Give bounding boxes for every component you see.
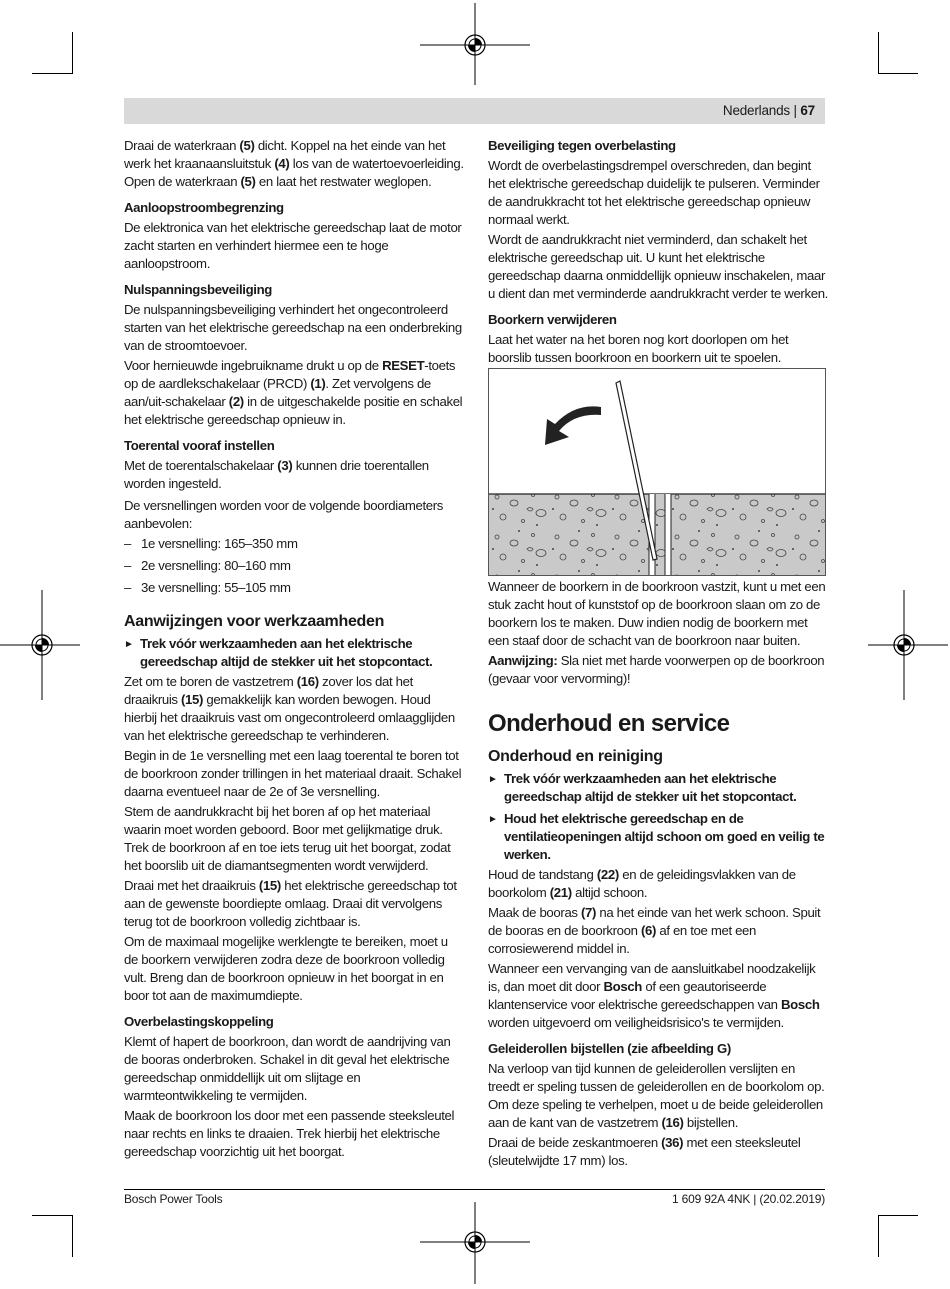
crop-mark	[32, 73, 72, 74]
paragraph: Houd de tandstang (22) en de geleidingsvlakken van de boorkolom (21) altijd schoon.	[488, 867, 796, 900]
paragraph: Wordt de overbelastingsdrempel overschreden, dan begint het elektrische gereedschap duidelijk te pulseren. Verminder de aandrukkracht tot het elektrische gereedschap opnieuw normaal werkt.	[488, 158, 820, 227]
page-number: 67	[800, 103, 815, 118]
registration-mark-right	[868, 590, 948, 700]
paragraph: Wanneer een vervanging van de aansluitkabel noodzakelijk is, dan moet dit door Bosch of een geautoriseerde klantenservice voor elektrische gereedschappen van Bosch worden uitgevoerd om veiligheidsrisico's te vermijden.	[488, 961, 820, 1030]
warning-item: ► Houd het elektrische gereedschap en de ventilatieopeningen altijd schoon om goed en veilig te werken.	[488, 811, 825, 862]
footer-right: 1 609 92A 4NK | (20.02.2019)	[672, 1192, 825, 1206]
header-text	[723, 103, 815, 118]
crop-mark	[72, 32, 73, 74]
registration-mark-bottom	[420, 1202, 530, 1284]
footer-left: Bosch Power Tools	[124, 1192, 223, 1206]
header-language: Nederlands	[722, 103, 790, 118]
registration-mark-top	[420, 3, 530, 85]
paragraph: De versnellingen worden voor de volgende boordiameters aanbevolen:	[124, 498, 444, 531]
paragraph: Klemt of hapert de boorkroon, dan wordt de aandrijving van de booras onderbroken. Schakel in dit geval het elektrische gereedschap onmiddellijk uit om slijtage en warmteontwikkeling te vermijden.	[124, 1034, 451, 1103]
heading-beveiliging: Beveiliging tegen overbelasting	[488, 138, 676, 153]
paragraph: Begin in de 1e versnelling met een laag toerental te boren tot de boorkroon zonder trillingen in het materiaal draait. Schakel daarna eventueel naar de 2e of 3e versnelling.	[124, 748, 462, 799]
heading-aanwijzingen: Aanwijzingen voor werkzaamheden	[124, 613, 385, 630]
crop-mark	[878, 32, 879, 74]
heading-nulspanning: Nulspanningsbeveiliging	[124, 282, 273, 297]
heading-aanloop: Aanloopstroombegrenzing	[124, 200, 284, 215]
paragraph: Wanneer de boorkern in de boorkroon vastzit, kunt u met een stuk zacht hout of kunststof op de boorkroon slaan om zo de boorkern los te maken. Duw indien nodig de boorkern met een staaf door de schacht van de boorkroon naar buiten.	[488, 579, 826, 648]
page-header	[124, 98, 825, 124]
paragraph: Draai de beide zeskantmoeren (36) met een steeksleutel (sleutelwijdte 17 mm) los.	[488, 1135, 801, 1168]
warning-item: ► Trek vóór werkzaamheden aan het elektrische gereedschap altijd de stekker uit het stopcontact.	[124, 636, 433, 669]
list-item: – 2e versnelling: 80–160 mm	[124, 558, 291, 573]
left-column	[124, 137, 464, 1163]
note: Aanwijzing: Sla niet met harde voorwerpen op de boorkroon (gevaar voor vervorming)!	[488, 653, 825, 686]
warning-item: ► Trek vóór werkzaamheden aan het elektrische gereedschap altijd de stekker uit het stopcontact.	[488, 771, 797, 804]
heading-toerental: Toerental vooraf instellen	[124, 438, 275, 453]
heading-onderhoud-reiniging: Onderhoud en reiniging	[488, 748, 663, 765]
paragraph: Na verloop van tijd kunnen de geleiderollen verslijten en treedt er speling tussen de geleiderollen en de boorkolom op. Om deze speling te verhelpen, moet u de beide geleiderollen aan de kant van de vastzetrem (16) bijstellen.	[488, 1061, 825, 1130]
paragraph: Maak de booras (7) na het einde van het werk schoon. Spuit de booras en de boorkroon (6) af en toe met een corrosiewerend middel in.	[488, 905, 821, 956]
paragraph: Stem de aandrukkracht bij het boren af op het materiaal waarin moet worden geboord. Boor met gelijkmatige druk. Trek de boorkroon af en toe iets terug uit het boorgat, zodat het boorslib uit de diamantsegmenten wordt verwijderd.	[124, 804, 451, 873]
paragraph: De elektronica van het elektrische gereedschap laat de motor zacht starten en verhindert hiermee een te hoge aanloopstroom.	[124, 220, 462, 271]
bullet-icon: ►	[488, 814, 498, 825]
crop-mark	[878, 1215, 879, 1257]
list-item: – 1e versnelling: 165–350 mm	[124, 536, 298, 551]
paragraph: Maak de boorkroon los door met een passende steeksleutel naar rechts en links te draaien. Trek hierbij het elektrische gereedschap voorzichtig uit het boorgat.	[124, 1108, 455, 1159]
crop-mark	[72, 1215, 73, 1257]
paragraph: De nulspanningsbeveiliging verhindert het ongecontroleerd starten van het elektrische gereedschap na een onderbreking van de stroomtoevoer.	[124, 302, 462, 353]
paragraph: Om de maximaal mogelijke werklengte te bereiken, moet u de boorkern verwijderen zodra deze de boorkroon volledig vult. Breng dan de boorkroon opnieuw in het boorgat in en boor tot aan de maximumdiepte.	[124, 934, 448, 1003]
paragraph: Met de toerentalschakelaar (3) kunnen drie toerentallen worden ingesteld.	[124, 458, 429, 491]
list-item: – 3e versnelling: 55–105 mm	[124, 580, 291, 595]
paragraph: Laat het water na het boren nog kort doorlopen om het boorslib tussen boorkroon en boorkern uit te spoelen.	[488, 332, 789, 365]
heading-overbelasting: Overbelastingskoppeling	[124, 1014, 274, 1029]
crop-mark	[878, 73, 918, 74]
registration-mark-left	[0, 590, 80, 700]
crop-mark	[878, 1215, 918, 1216]
crop-mark	[32, 1215, 72, 1216]
bullet-icon: ►	[488, 774, 498, 785]
paragraph: Zet om te boren de vastzetrem (16) zover los dat het draaikruis (15) gemakkelijk kan worden bewogen. Houd hierbij het draaikruis vast om ongecontroleerd omlaagglijden van het elektrische gereedschap te verhinderen.	[124, 674, 455, 743]
core-removal-illustration	[488, 368, 826, 576]
right-column-top	[488, 137, 828, 369]
right-column-bottom	[488, 578, 828, 1172]
heading-onderhoud-service: Onderhoud en service	[488, 710, 730, 737]
heading-geleiderollen: Geleiderollen bijstellen (zie afbeelding G)	[488, 1041, 731, 1056]
footer-rule	[124, 1189, 825, 1190]
paragraph: Draai met het draaikruis (15) het elektrische gereedschap tot aan de gewenste boordiepte omlaag. Draai dit vervolgens terug tot de boorkroon volledig zichtbaar is.	[124, 878, 457, 929]
header-separator: |	[793, 103, 797, 118]
paragraph: Voor hernieuwde ingebruikname drukt u op de RESET-toets op de aardlekschakelaar (PRCD) (1). Zet vervolgens de aan/uit-schakelaar (2) in de uitgeschakelde positie en schakel het elektrische gereedschap opnieuw in.	[124, 358, 463, 427]
bullet-icon: ►	[124, 639, 134, 650]
heading-boorkern: Boorkern verwijderen	[488, 312, 617, 327]
paragraph: Draai de waterkraan (5) dicht. Koppel na het einde van het werk het kraanaansluitstuk (4) los van de watertoevoerleiding. Open de waterkraan (5) en laat het restwater weglopen.	[124, 138, 464, 189]
paragraph: Wordt de aandrukkracht niet verminderd, dan schakelt het elektrische gereedschap uit. U kunt het elektrische gereedschap daarna onmiddellijk opnieuw inschakelen, maar u dient dan met verminderde aandrukkracht verder te werken.	[488, 232, 828, 301]
